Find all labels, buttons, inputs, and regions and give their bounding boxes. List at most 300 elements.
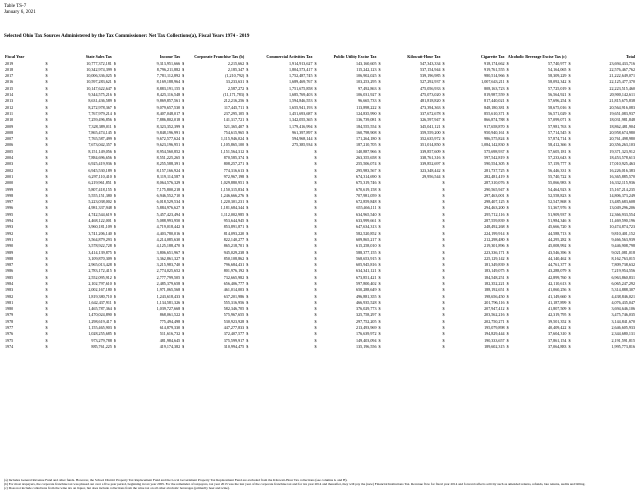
dollar-sign: $ (45, 337, 48, 343)
dollar-sign: $ (314, 274, 317, 280)
value-cell: 57,874,714 (548, 136, 567, 142)
value-cell: 3,564,879,293 (88, 236, 112, 242)
value-cell: 1,112,002,985 (220, 211, 245, 217)
value-cell: 855,610,371 (484, 110, 505, 116)
value-cell: 19,651,083,937 (609, 110, 635, 116)
dollar-sign: $ (314, 180, 317, 186)
value-cell: 9,344,575,216 (88, 92, 112, 98)
value-cell: 8,162,763,015 (611, 255, 635, 261)
value-cell: 537,154,944 (420, 66, 441, 72)
value-cell: 597,800,402 (356, 280, 377, 286)
value-cell: 2,646,605,933 (611, 325, 635, 331)
dollar-sign: $ (45, 331, 48, 337)
dollar-sign: $ (246, 136, 249, 142)
value-cell: 57,696,254 (548, 98, 567, 104)
value-cell: 8,631,436,589 (88, 98, 112, 104)
dollar-sign: $ (314, 92, 317, 98)
dollar-sign: $ (378, 262, 381, 268)
dollar-sign: $ (378, 230, 381, 236)
dollar-sign: $ (246, 211, 249, 217)
fiscal-year-cell: 2012 (5, 104, 14, 110)
value-cell: 18,862,481,904 (609, 123, 635, 129)
value-cell: 20,356,263,103 (609, 142, 635, 148)
dollar-sign: $ (378, 211, 381, 217)
value-cell: 10,597,283,621 (86, 79, 112, 85)
value-cell: 2,002,167,180 (88, 287, 112, 293)
dollar-sign: $ (378, 155, 381, 161)
dollar-sign: $ (182, 280, 185, 286)
dollar-sign: $ (506, 142, 509, 148)
dollar-sign: $ (568, 199, 571, 205)
value-cell: 672,859,848 (356, 199, 377, 205)
value-cell: 52,547,868 (548, 199, 567, 205)
fiscal-year-cell: 1977 (5, 325, 14, 331)
value-cell: 950,940,161 (484, 129, 505, 135)
value-cell: 195,079,898 (484, 325, 505, 331)
dollar-sign: $ (182, 312, 185, 318)
value-cell: 530,923,928 (223, 318, 245, 324)
dollar-sign: $ (182, 186, 185, 192)
value-cell: 255,506,074 (356, 161, 377, 167)
fiscal-year-cell: 1987 (5, 262, 14, 268)
dollar-sign: $ (568, 155, 571, 161)
value-cell: 212,216,256 (223, 98, 245, 104)
footnote: (b) For most taxpayers, the corporate franchise tax was phased out over a five-year period, beginning in tax year 2005. For the remainder of taxpayers, tax year 2013 was the last year of the corporate franchise tax and for tax year 2014 and thereafter, they will pay the (new) Financial Institutions Tax. Revenue flow for fiscal year 2014 and forward reflects activity such as amended returns, refunds, late returns, audits and billing. (4, 482, 586, 486)
fiscal-year-cell: 1981 (5, 299, 14, 305)
value-cell: 9,672,577,624 (156, 136, 181, 142)
value-cell: 1,181,684,344 (220, 205, 245, 211)
dollar-sign: $ (506, 306, 509, 312)
dollar-sign: $ (378, 312, 381, 318)
value-cell: 3,109,870,309 (88, 255, 112, 261)
dollar-sign: $ (442, 218, 445, 224)
value-cell: 796,684,431 (223, 262, 245, 268)
dollar-sign: $ (442, 211, 445, 217)
dollar-sign: $ (182, 129, 185, 135)
value-cell: 2,102,797,610 (88, 280, 112, 286)
value-cell: 8,272,978,367 (88, 104, 112, 110)
dollar-sign: $ (442, 318, 445, 324)
dollar-sign: $ (378, 268, 381, 274)
dollar-sign: $ (568, 73, 571, 79)
dollar-sign: $ (378, 205, 381, 211)
value-cell: 6,297,110,410 (88, 173, 112, 179)
value-cell: 106,031,927 (356, 92, 377, 98)
column-header: Fiscal Year (5, 54, 25, 59)
value-cell: 124,835,990 (356, 110, 377, 116)
value-cell: 2,485,379,658 (156, 280, 181, 286)
dollar-sign: $ (113, 136, 116, 142)
dollar-sign: $ (246, 255, 249, 261)
dollar-sign: $ (45, 243, 48, 249)
dollar-sign: $ (113, 173, 116, 179)
value-cell: 801,976,192 (223, 268, 245, 274)
value-cell: 143,160,605 (356, 60, 377, 66)
dollar-sign: $ (442, 268, 445, 274)
value-cell: 3,414,139,875 (88, 249, 112, 255)
dollar-sign: $ (568, 129, 571, 135)
dollar-sign: $ (506, 211, 509, 217)
dollar-sign: $ (378, 167, 381, 173)
dollar-sign: $ (113, 104, 116, 110)
value-cell: 8,407,048,017 (156, 110, 181, 116)
dollar-sign: $ (378, 236, 381, 242)
value-cell: (11,171,783) (223, 92, 245, 98)
value-cell: 57,159,777 (548, 161, 567, 167)
value-cell: 953,644,945 (223, 218, 245, 224)
dollar-sign: $ (442, 249, 445, 255)
dollar-sign: $ (246, 142, 249, 148)
dollar-sign: $ (113, 186, 116, 192)
value-cell: 40,409,422 (548, 325, 567, 331)
value-cell: 19,371,323,912 (609, 148, 635, 154)
value-cell: 106,902,025 (356, 73, 377, 79)
value-cell: 419,174,382 (159, 343, 181, 349)
dollar-sign: $ (182, 299, 185, 305)
value-cell: 339,857,609 (420, 148, 441, 154)
dollar-sign: $ (314, 161, 317, 167)
value-cell: 149,403,094 (356, 337, 377, 343)
dollar-sign: $ (182, 98, 185, 104)
dollar-sign: $ (442, 255, 445, 261)
dollar-sign: $ (506, 224, 509, 230)
value-cell: 1,007,643,211 (481, 79, 505, 85)
value-cell: 637,201,986 (223, 293, 245, 299)
dollar-sign: $ (314, 337, 317, 343)
dollar-sign: $ (246, 199, 249, 205)
dollar-sign: $ (113, 255, 116, 261)
dollar-sign: $ (506, 199, 509, 205)
value-cell: 7,767,979,214 (88, 110, 112, 116)
dollar-sign: $ (378, 331, 381, 337)
value-cell: 42,319,795 (548, 312, 567, 318)
dollar-sign: $ (113, 85, 116, 91)
dollar-sign: $ (378, 343, 381, 349)
dollar-sign: $ (378, 136, 381, 142)
value-cell: 3,960,181,109 (88, 224, 112, 230)
dollar-sign: $ (113, 299, 116, 305)
dollar-sign: $ (506, 205, 509, 211)
value-cell: 224,199,914 (484, 230, 505, 236)
dollar-sign: $ (246, 205, 249, 211)
value-cell: 1,115,946,024 (220, 136, 245, 142)
dollar-sign: $ (246, 268, 249, 274)
column-header: State Sales Tax (85, 54, 112, 59)
value-cell: 9,466,563,939 (611, 236, 635, 242)
value-cell: 323,348,442 (420, 167, 441, 173)
value-cell: 57,099,071 (548, 117, 567, 123)
value-cell: 3,144,841,670 (611, 318, 635, 324)
dollar-sign: $ (314, 262, 317, 268)
value-cell: 917,658,870 (484, 123, 505, 129)
dollar-sign: $ (506, 167, 509, 173)
value-cell: 707,981,059 (356, 192, 377, 198)
dollar-sign: $ (113, 117, 116, 123)
dollar-sign: $ (506, 123, 509, 129)
value-cell: 7,781,112,892 (156, 73, 181, 79)
value-cell: 171,264,180 (356, 136, 377, 142)
dollar-sign: $ (45, 205, 48, 211)
dollar-sign: $ (442, 180, 445, 186)
value-cell: 588,377,155 (356, 249, 377, 255)
value-cell: 58,092,342 (548, 79, 567, 85)
dollar-sign: $ (246, 325, 249, 331)
dollar-sign: $ (442, 236, 445, 242)
fiscal-year-cell: 1985 (5, 274, 14, 280)
value-cell: 44,140,462 (548, 255, 567, 261)
dollar-sign: $ (314, 192, 317, 198)
dollar-sign: $ (442, 262, 445, 268)
dollar-sign: $ (568, 167, 571, 173)
dollar-sign: $ (568, 161, 571, 167)
value-cell: 539,196,985 (420, 73, 441, 79)
value-cell: 754,615,965 (223, 129, 245, 135)
dollar-sign: $ (506, 230, 509, 236)
value-cell: 3,741,206,140 (88, 230, 112, 236)
dollar-sign: $ (568, 230, 571, 236)
value-cell: 17,010,925,463 (609, 161, 635, 167)
dollar-sign: $ (246, 155, 249, 161)
value-cell: 447,277,833 (223, 325, 245, 331)
fiscal-year-cell: 2009 (5, 123, 14, 129)
value-cell: 44,761,377 (548, 262, 567, 268)
value-cell: 359,559,200 (420, 129, 441, 135)
tax-collections-table (4, 55, 636, 350)
value-cell: 20,564,916,083 (609, 104, 635, 110)
dollar-sign: $ (246, 262, 249, 268)
dollar-sign: $ (568, 255, 571, 261)
fiscal-year-cell: 2008 (5, 129, 14, 135)
dollar-sign: $ (113, 343, 116, 349)
dollar-sign: $ (45, 312, 48, 318)
value-cell: 45,666,720 (548, 224, 567, 230)
dollar-sign: $ (568, 337, 571, 343)
fiscal-year-cell: 2001 (5, 173, 14, 179)
value-cell: 8,157,166,924 (156, 167, 181, 173)
dollar-sign: $ (246, 224, 249, 230)
dollar-sign: $ (442, 299, 445, 305)
value-cell: 41,060,256 (548, 287, 567, 293)
value-cell: 647,634,313 (356, 224, 377, 230)
fiscal-year-cell: 2002 (5, 167, 14, 173)
fiscal-year-cell: 1997 (5, 199, 14, 205)
dollar-sign: $ (45, 249, 48, 255)
value-cell: 973,279,788 (91, 337, 112, 343)
dollar-sign: $ (442, 73, 445, 79)
dollar-sign: $ (246, 293, 249, 299)
dollar-sign: $ (314, 287, 317, 293)
dollar-sign: $ (314, 98, 317, 104)
value-cell: 55,740,722 (548, 173, 567, 179)
value-cell: 10,474,874,723 (609, 224, 635, 230)
dollar-sign: $ (378, 299, 381, 305)
value-cell: 281,737,725 (484, 167, 505, 173)
dollar-sign: $ (182, 337, 185, 343)
dollar-sign: $ (568, 104, 571, 110)
value-cell: 56,564,921 (548, 92, 567, 98)
value-cell: 850,108,862 (223, 255, 245, 261)
dollar-sign: $ (568, 136, 571, 142)
value-cell: 135,196,556 (356, 343, 377, 349)
value-cell: 1,298,619,417 (88, 318, 112, 324)
value-cell (252, 344, 314, 350)
dollar-sign: $ (506, 155, 509, 161)
fiscal-year-cell: 1976 (5, 331, 14, 337)
dollar-sign: $ (442, 123, 445, 129)
value-cell: 52,558,823 (548, 192, 567, 198)
value-cell: 22,125,477,370 (609, 79, 635, 85)
dollar-sign: $ (568, 343, 571, 349)
dollar-sign: $ (568, 211, 571, 217)
dollar-sign: $ (45, 167, 48, 173)
dollar-sign: $ (45, 255, 48, 261)
value-cell: 609,865,217 (356, 236, 377, 242)
dollar-sign: $ (378, 249, 381, 255)
value-cell: 1,470,024,890 (88, 312, 112, 318)
dollar-sign: $ (113, 211, 116, 217)
value-cell: 774,316,613 (223, 167, 245, 173)
dollar-sign: $ (45, 306, 48, 312)
dollar-sign: $ (182, 60, 185, 66)
value-cell: 20,958,674,980 (609, 129, 635, 135)
dollar-sign: $ (378, 79, 381, 85)
value-cell: 4,403,780,016 (156, 230, 181, 236)
value-cell: 33,233,631 (225, 79, 245, 85)
fiscal-year-cell: 1989 (5, 249, 14, 255)
dollar-sign: $ (378, 123, 381, 129)
value-cell: 8,151,149,056 (88, 148, 112, 154)
dollar-sign: $ (568, 186, 571, 192)
value-cell: 13,485,683,608 (609, 199, 635, 205)
dollar-sign: $ (113, 123, 116, 129)
value-cell: 113,898,222 (356, 104, 377, 110)
value-cell: 670,619,158 (356, 186, 377, 192)
value-cell: 295,983,567 (356, 167, 377, 173)
value-cell: 2,344,680,131 (611, 331, 635, 337)
value-cell: 674,314,690 (356, 173, 377, 179)
value-cell: 7,765,587,499 (88, 136, 112, 142)
value-cell: 1,804,573,417 (288, 66, 313, 72)
value-cell: 37,861,154 (548, 337, 567, 343)
column-header: Commercial Activities Tax (266, 54, 313, 59)
value-cell: 1,342,055,365 (288, 117, 313, 123)
dollar-sign: $ (314, 343, 317, 349)
value-cell: 51,984,346 (548, 218, 567, 224)
dollar-sign: $ (442, 274, 445, 280)
dollar-sign: $ (45, 343, 48, 349)
dollar-sign: $ (442, 230, 445, 236)
dollar-sign: $ (45, 173, 48, 179)
dollar-sign: $ (182, 192, 185, 198)
value-cell: 2,783,172,415 (88, 268, 112, 274)
column-header: Kilowatt-Hour Tax (407, 54, 441, 59)
value-cell: 181,349,839 (484, 262, 505, 268)
dollar-sign: $ (45, 268, 48, 274)
value-cell: 188,192,651 (484, 287, 505, 293)
value-cell: 1,995,773,816 (611, 343, 635, 349)
dollar-sign: $ (506, 236, 509, 242)
value-cell: 1,243,618,433 (156, 293, 181, 299)
dollar-sign: $ (314, 66, 317, 72)
value-cell: 57,714,545 (548, 129, 567, 135)
value-cell: 1,751,675,858 (288, 85, 313, 91)
value-cell (384, 344, 442, 350)
value-cell: 808,257,271 (223, 161, 245, 167)
dollar-sign: $ (506, 173, 509, 179)
fiscal-year-cell: 1993 (5, 224, 14, 230)
dollar-sign: $ (506, 129, 509, 135)
dollar-sign: $ (442, 142, 445, 148)
value-cell: 819,987,559 (484, 92, 505, 98)
column-header: Corporate Franchise Tax (b) (194, 54, 245, 59)
value-cell: 37,604,310 (548, 331, 567, 337)
value-cell: 634,341,121 (356, 268, 377, 274)
value-cell: 219,301,896 (484, 243, 505, 249)
value-cell: 337,672,678 (420, 110, 441, 116)
dollar-sign: $ (568, 280, 571, 286)
value-cell: 675,319,746 (356, 180, 377, 186)
dollar-sign: $ (506, 186, 509, 192)
dollar-sign: $ (182, 173, 185, 179)
value-cell: 1,594,846,553 (288, 98, 313, 104)
value-cell: 9,869,857,561 (156, 98, 181, 104)
value-cell: 582,520,852 (356, 230, 377, 236)
column-header: Alcoholic Beverage Excise Tax (c) (507, 54, 567, 59)
dollar-sign: $ (314, 123, 317, 129)
dollar-sign: $ (246, 249, 249, 255)
dollar-sign: $ (568, 331, 571, 337)
value-cell: 297,752,205 (356, 318, 377, 324)
value-cell: 555,316,956 (223, 299, 245, 305)
value-cell: 1,451,693,687 (288, 110, 313, 116)
dollar-sign: $ (568, 66, 571, 72)
dollar-sign: $ (45, 224, 48, 230)
value-cell: 44,295,282 (548, 236, 567, 242)
dollar-sign: $ (45, 136, 48, 142)
value-cell: 853,891,871 (223, 224, 245, 230)
value-cell: 9,313,951,666 (156, 60, 181, 66)
value-cell: 21,815,675,838 (609, 98, 635, 104)
dollar-sign: $ (442, 129, 445, 135)
footnote: (c) Does not include collections from the wine tax on liquor, but does include collections from the wine tax on all other alcoholic beverages (primarily beer and wine). (4, 486, 230, 490)
dollar-sign: $ (442, 343, 445, 349)
dollar-sign: $ (113, 148, 116, 154)
value-cell: 39,501,352 (548, 318, 567, 324)
value-cell: 6,946,552,710 (156, 192, 181, 198)
value-cell: 3,694,646,106 (611, 306, 635, 312)
dollar-sign: $ (113, 92, 116, 98)
dollar-sign: $ (182, 274, 185, 280)
value-cell: 568,653,915 (356, 255, 377, 261)
dollar-sign: $ (568, 287, 571, 293)
value-cell: 20,761,498,980 (609, 136, 635, 142)
dollar-sign: $ (442, 199, 445, 205)
dollar-sign: $ (314, 306, 317, 312)
value-cell: 41,149,660 (548, 293, 567, 299)
dollar-sign: $ (113, 293, 116, 299)
dollar-sign: $ (113, 192, 116, 198)
dollar-sign: $ (182, 205, 185, 211)
dollar-sign: $ (506, 110, 509, 116)
value-cell: 817,440,021 (484, 98, 505, 104)
dollar-sign: $ (378, 274, 381, 280)
value-cell: 2,774,025,652 (156, 268, 181, 274)
dollar-sign: $ (182, 255, 185, 261)
value-cell: 6,963,860,831 (611, 274, 635, 280)
dollar-sign: $ (113, 110, 116, 116)
value-cell: 2,777,799,505 (156, 274, 181, 280)
value-cell: 775,494,498 (159, 318, 181, 324)
